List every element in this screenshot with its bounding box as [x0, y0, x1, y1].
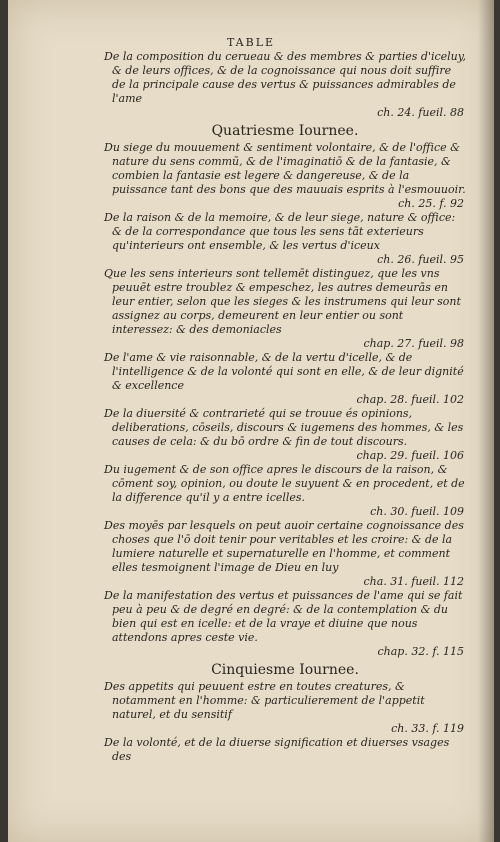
book-page [8, 0, 494, 842]
toc-entry [104, 463, 466, 519]
section-heading: Cinquiesme Iournee. [211, 662, 359, 678]
entry-reference: chap. 27. fueil. 98 [363, 337, 464, 350]
entry-text: Des moyēs par lesquels on peut auoir certaine cognoissance des choses que l'ō doit tenir pour veritables et les croire: & de la lumiere naturelle et supernaturelle en l'homme, et comment elles tesmoignent l'image de Dieu en luy [104, 519, 464, 574]
toc-entry [104, 211, 466, 267]
entry-text: De la raison & de la memoire, & de leur siege, nature & office: & de la correspondance que tous les sens tāt exterieurs qu'interieurs ont ensemble, & les vertus d'iceux [104, 211, 456, 252]
entry-reference: ch. 33. f. 119 [391, 722, 464, 735]
entry-text: Que les sens interieurs sont tellemēt distinguez, que les vns peuuēt estre troublez & empeschez, les autres demeurās en leur entier, selon que les sieges & les instrumens qui leur sont assignez au corps, demeurent en leur entier ou sont interessez: & des demoniacles [104, 267, 461, 336]
toc-entry [104, 589, 466, 659]
entry-reference: cha. 31. fueil. 112 [363, 575, 464, 588]
toc-entry [104, 141, 466, 211]
toc-entry [104, 680, 466, 736]
toc-entry [104, 351, 466, 407]
entry-reference: ch. 24. fueil. 88 [377, 106, 464, 119]
entry-text: Du siege du mouuement & sentiment volontaire, & de l'office & nature du sens commū, & de l'imaginatiō & de la fantasie, & combien la fantasie est legere & dangereuse, & de la puissance tant des bons que des mauuais esprits à l'esmouuoir. [104, 141, 466, 196]
toc-entry [104, 519, 466, 589]
page-edge-shadow [478, 0, 494, 842]
running-header: TABLE [226, 36, 276, 49]
entry-text: De la diuersité & contrarieté qui se trouue és opinions, deliberations, cōseils, discours & iugemens des hommes, & les causes de cela: & du bō ordre & fin de tout discours. [104, 407, 464, 448]
entry-text: Des appetits qui peuuent estre en toutes creatures, & notamment en l'homme: & particulierement de l'appetit naturel, et du sensitif [104, 680, 425, 721]
entry-reference: chap. 32. f. 115 [377, 645, 464, 658]
entry-reference: ch. 26. fueil. 95 [377, 253, 464, 266]
section-heading: Quatriesme Iournee. [211, 123, 359, 139]
toc-entry [104, 736, 466, 764]
toc-entry [104, 407, 466, 463]
toc-entry [104, 267, 466, 351]
entry-text: Du iugement & de son office apres le discours de la raison, & cōment soy, opinion, ou doute le suyuent & en procedent, et de la difference qu'il y a entre icelles. [104, 463, 465, 504]
entry-reference: chap. 29. fueil. 106 [356, 449, 464, 462]
table-of-contents [104, 50, 466, 764]
entry-text: De la composition du cerueau & des membres & parties d'iceluy, & de leurs offices, & de la cognoissance qui nous doit suffire de la principale cause des vertus & puissances admirables de l'ame [104, 50, 467, 105]
entry-reference: ch. 25. f. 92 [398, 197, 464, 210]
entry-text: De la volonté, et de la diuerse signification et diuerses vsages des [104, 736, 450, 763]
entry-reference: chap. 28. fueil. 102 [356, 393, 464, 406]
entry-reference: ch. 30. fueil. 109 [370, 505, 464, 518]
entry-text: De l'ame & vie raisonnable, & de la vertu d'icelle, & de l'intelligence & de la volonté qui sont en elle, & de leur dignité & excellence [104, 351, 464, 392]
entry-text: De la manifestation des vertus et puissances de l'ame qui se fait peu à peu & de degré en degré: & de la contemplation & du bien qui est en icelle: et de la vraye et diuine que nous attendons apres ceste vie. [104, 589, 463, 644]
toc-entry [104, 50, 466, 120]
